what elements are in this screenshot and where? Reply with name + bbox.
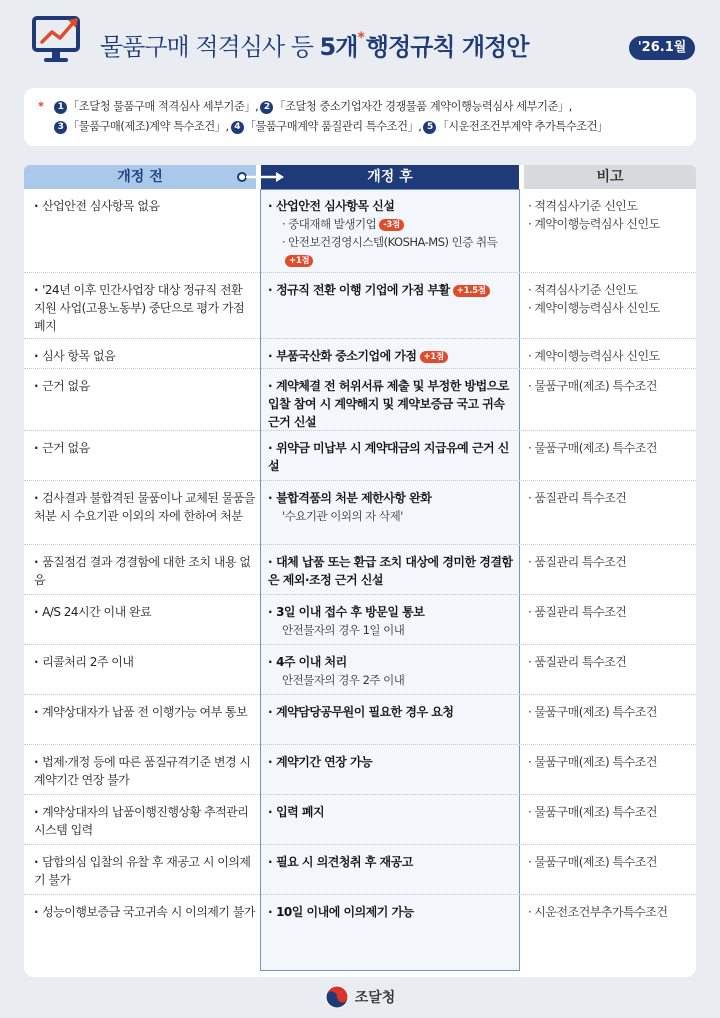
cell-before: · 근거 없음 [34,369,256,395]
note-item: · 품질관리 특수조건 [528,653,696,671]
after-text: 입력 폐지 [276,805,325,819]
table-row [24,695,696,745]
footnote-text: 「물품구매(제조)계약 특수조건」, [68,120,229,133]
sub-text: 안전보건경영시스템(KOSHA-MS) 인증 취득 [288,235,498,249]
after-text: 부품국산화 중소기업에 가점 [276,349,417,363]
title-star: * [357,30,364,46]
cell-note [528,895,696,921]
after-main-text [268,347,516,365]
cell-after [268,695,516,721]
cell-before: · 산업안전 심사항목 없음 [34,189,256,215]
footnote-num: 2 [260,101,273,114]
footnote-text: 「조달청 물품구매 적격심사 세부기준」, [68,100,259,113]
after-text: 불합격품의 처분 제한사항 완화 [276,491,432,505]
score-badge: +1.5점 [453,285,490,297]
table-row [24,431,696,481]
after-main-text [268,853,516,871]
title-part1: 물품구매 적격심사 등 [100,33,320,61]
note-item: · 적격심사기준 신인도 [528,197,696,215]
after-main-text [268,653,516,671]
note-item: · 계약이행능력심사 신인도 [528,347,696,365]
table-row [24,339,696,369]
score-badge: -3점 [379,219,404,231]
after-text: 필요 시 의견청취 후 재공고 [276,855,413,869]
cell-after [268,273,516,299]
after-detail: '수요기관 이외의 자 삭제' [282,509,403,523]
cell-note [528,481,696,507]
after-main-text [268,489,516,507]
cell-before: · 검사결과 불합격된 물품이나 교체된 물품을 처분 시 수요기관 이외의 자에 한하여 처분 [34,481,256,525]
page-title [100,27,528,62]
title-part2: 행정규칙 개정안 [365,33,529,61]
footnote-num: 4 [231,121,244,134]
header [0,0,720,88]
org-name: 조달청 [354,990,396,1006]
after-main-text [268,439,516,475]
after-main-text [268,903,516,921]
table-row [24,369,696,431]
cell-after [268,745,516,771]
sub-text: 중대재해 발생기업 [288,217,377,231]
after-text: 계약기간 연장 가능 [276,755,373,769]
table-row [24,189,696,273]
cell-note [528,645,696,671]
cell-note [528,745,696,771]
cell-before: · '24년 이후 민간사업장 대상 정규직 전환 지원 사업(고용노동부) 중단으로 평가 가점 폐지 [34,273,256,335]
note-item: · 품질관리 특수조건 [528,553,696,571]
monitor-chart-icon [32,14,88,66]
after-main-text [268,197,516,215]
cell-before: · 근거 없음 [34,431,256,457]
after-detail: 안전물자의 경우 1일 이내 [282,623,405,637]
after-main-text [268,703,516,721]
after-sub-item [268,233,516,269]
cell-before: · 담합의심 입찰의 유찰 후 재공고 시 이의제기 불가 [34,845,256,889]
cell-after [268,481,516,525]
footnote-num: 5 [423,121,436,134]
after-text: 계약체결 전 허위서류 제출 및 부정한 방법으로 입찰 참여 시 계약해지 및 계약보증금 국고 귀속 근거 신설 [268,379,509,429]
footer [0,982,720,1012]
table-row [24,481,696,545]
after-main-text [268,553,516,589]
note-item: · 물품구매(제조) 특수조건 [528,377,696,395]
cell-note [528,369,696,395]
after-text: 10일 이내에 이의제기 가능 [276,905,414,919]
after-text: 3일 이내 접수 후 방문일 통보 [276,605,425,619]
note-item: · 계약이행능력심사 신인도 [528,215,696,233]
title-bold: 5개 [319,33,358,61]
cell-before: · 계약상대자의 납품이행진행상황 추적관리시스템 입력 [34,795,256,839]
after-main-text [268,803,516,821]
footnote-text: 「물품구매계약 품질관리 특수조건」, [244,120,422,133]
cell-before: · 심사 항목 없음 [34,339,256,365]
table-row [24,745,696,795]
cell-after [268,339,516,365]
after-main-text [268,603,516,621]
cell-after [268,895,516,921]
note-item: · 물품구매(제조) 특수조건 [528,439,696,457]
note-item: · 적격심사기준 신인도 [528,281,696,299]
cell-after [268,795,516,821]
government-emblem-icon [325,985,349,1009]
cell-before: · 법제·개정 등에 따른 품질규격기준 변경 시 계약기간 연장 불가 [34,745,256,789]
after-text: 4주 이내 처리 [276,655,347,669]
after-text: 위약금 미납부 시 계약대금의 지급유예 근거 신설 [268,441,509,473]
after-text: 정규직 전환 이행 기업에 가점 부활 [276,283,450,297]
column-header-after: 개정 후 [261,165,519,189]
note-item: · 시운전조건부추가특수조건 [528,903,696,921]
after-sub-item [268,215,516,233]
cell-after [268,595,516,639]
cell-after [268,845,516,871]
cell-note [528,595,696,621]
cell-note [528,189,696,233]
cell-before: · 성능이행보증금 국고귀속 시 이의제기 불가 [34,895,256,921]
cell-after [268,189,516,269]
column-header-before: 개정 전 [24,165,256,189]
cell-note [528,545,696,571]
cell-after [268,369,516,431]
cell-before: · 계약상대자가 납품 전 이행가능 여부 통보 [34,695,256,721]
arrow-right-icon [236,171,286,183]
after-main-text [268,377,516,431]
table-row [24,795,696,845]
after-text: 산업안전 심사항목 신설 [276,199,395,213]
after-text: 계약담당공무원이 필요한 경우 요청 [276,705,454,719]
note-item: · 물품구매(제조) 특수조건 [528,753,696,771]
table-row [24,895,696,947]
footnote-box [24,88,696,146]
footnote-line-2 [38,117,684,137]
footnote-line-1 [38,97,684,117]
footnote-text: 「조달청 중소기업자간 경쟁물품 계약이행능력심사 세부기준」, [274,100,572,113]
score-badge: +1점 [285,255,313,267]
table-row [24,273,696,339]
after-main-text [268,281,516,299]
score-badge: +1점 [420,351,448,363]
note-item: · 물품구매(제조) 특수조건 [528,703,696,721]
cell-after [268,545,516,589]
cell-before: · A/S 24시간 이내 완료 [34,595,256,621]
after-main-text [268,753,516,771]
cell-after [268,431,516,475]
cell-after [268,645,516,689]
cell-note [528,695,696,721]
after-detail: 안전물자의 경우 2주 이내 [282,673,405,687]
comparison-table [24,165,696,977]
table-row [24,645,696,695]
footnote-num: 3 [54,121,67,134]
cell-note [528,339,696,365]
note-item: · 품질관리 특수조건 [528,489,696,507]
footnote-text: 「시운전조건부계약 추가특수조건」 [437,120,608,133]
column-header-note: 비고 [524,165,696,189]
note-item: · 물품구매(제조) 특수조건 [528,853,696,871]
table-row [24,545,696,595]
cell-before: · 품질점검 결과 경결함에 대한 조치 내용 없음 [34,545,256,589]
table-row [24,595,696,645]
note-item: · 품질관리 특수조건 [528,603,696,621]
after-text: 대체 납품 또는 환급 조치 대상에 경미한 경결함은 제외·조정 근거 신설 [268,555,513,587]
note-item: · 계약이행능력심사 신인도 [528,299,696,317]
table-row [24,845,696,895]
cell-note [528,845,696,871]
note-item: · 물품구매(제조) 특수조건 [528,803,696,821]
cell-note [528,795,696,821]
cell-note [528,273,696,317]
date-badge: '26.1월 [629,36,695,60]
cell-before: · 리콜처리 2주 이내 [34,645,256,671]
footnote-num: 1 [54,101,67,114]
cell-note [528,431,696,457]
footnote-star: * [38,100,44,113]
